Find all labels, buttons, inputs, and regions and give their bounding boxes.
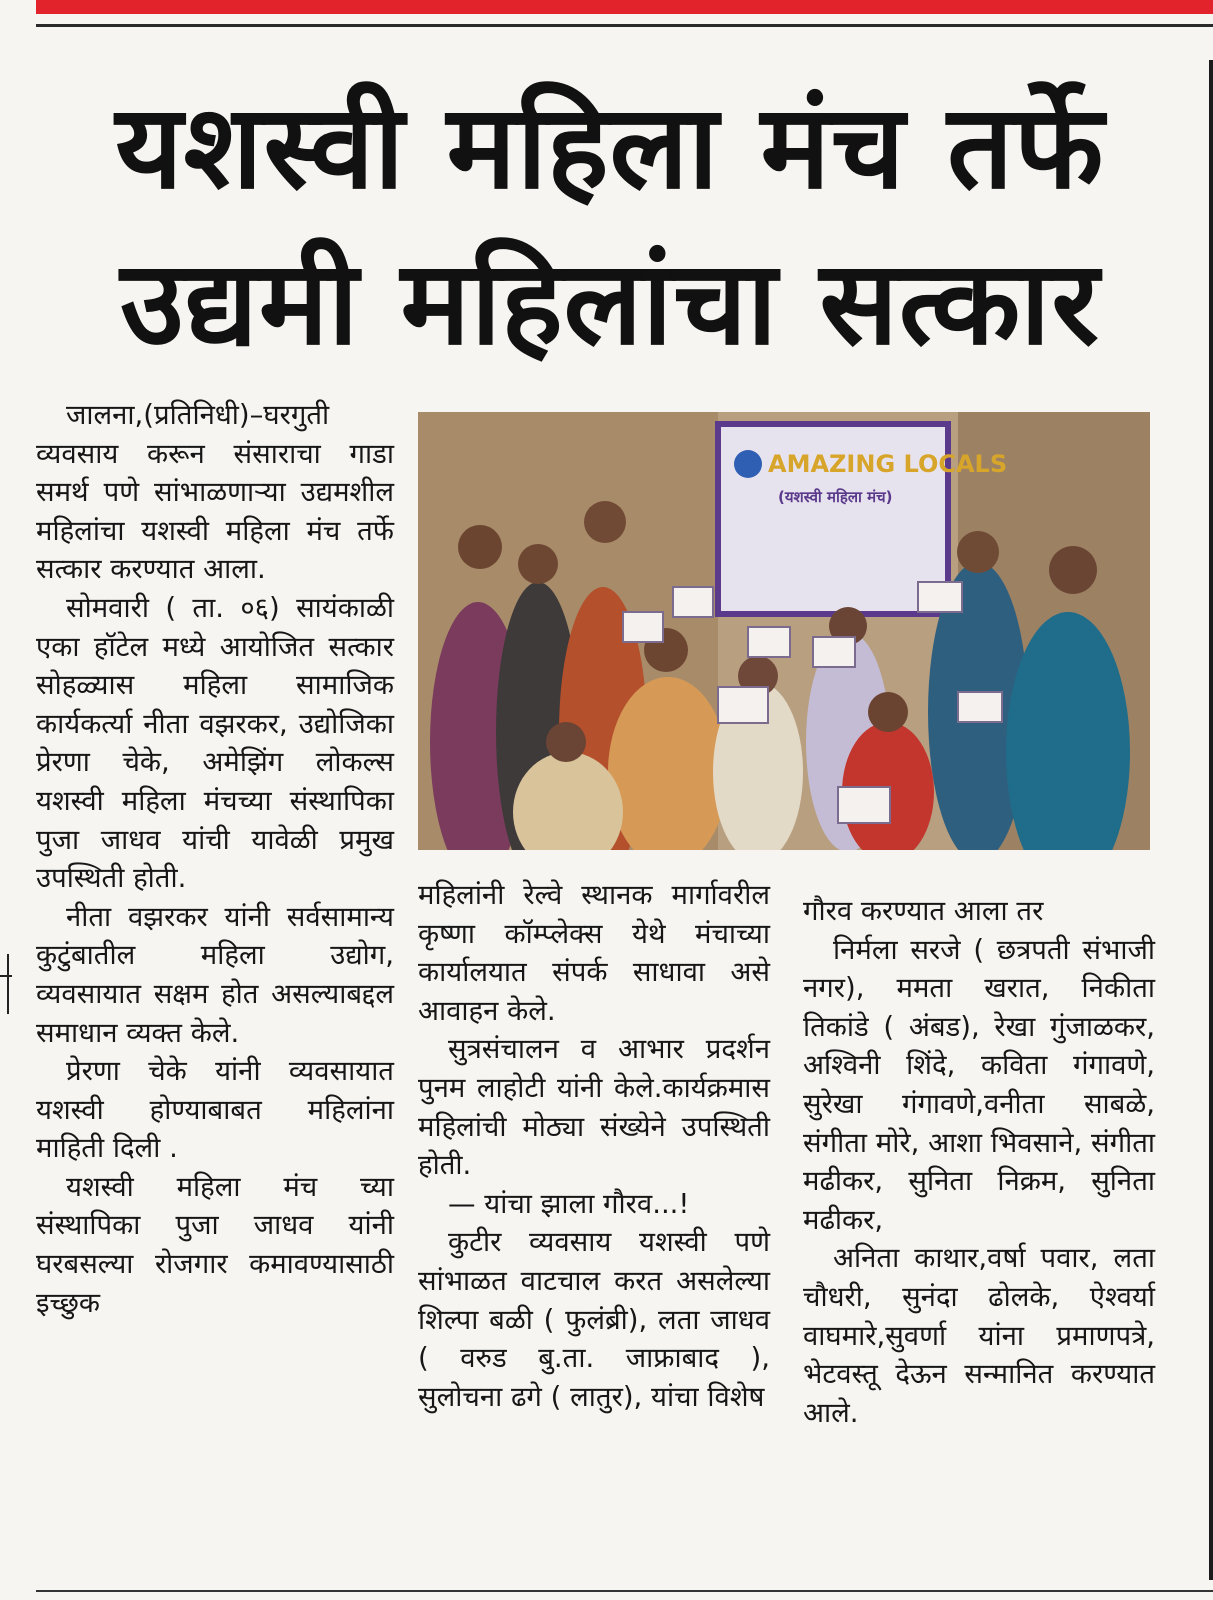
banner-title: AMAZING LOCALS (768, 450, 1008, 478)
article-paragraph: प्रेरणा चेके यांनी व्यवसायात यशस्वी होण्याबाबत महिलांना माहिती दिली . (36, 1055, 394, 1165)
article-paragraph: यशस्वी महिला मंच च्या संस्थापिका पुजा जाधव यांनी घरबसल्या रोजगार कमावण्यासाठी इच्छुक (36, 1170, 394, 1319)
article-paragraph: निर्मला सरजे ( छत्रपती संभाजी नगर), ममता खरात, निकीता तिकांडे ( अंबड), रेखा गुंजाळकर, अश्विनी शिंदे, कविता गंगावणे, सुरेखा गंगावणे,वनीता साबळे, संगीता मोरे, आशा भिवसाने, संगीता मढीकर, सुनिता निक्रम, सुनिता मढीकर, (803, 933, 1155, 1236)
article-paragraph: अनिता काथार,वर्षा पवार, लता चौधरी, सुनंदा ढोलके, ऐश्वर्या वाघमारे,सुवर्णा यांना प्रमाणपत्रे, भेटवस्तू देऊन सन्मानित करण्यात आले. (803, 1242, 1155, 1429)
crop-mark-icon (0, 954, 12, 1014)
event-photo (418, 412, 1150, 850)
headline (30, 70, 1190, 382)
article-paragraph: नीता वझरकर यांनी सर्वसामान्य कुटुंबातील महिला उद्योग, व्यवसायात सक्षम होत असल्याबद्दल समाधान व्यक्त केले. (36, 900, 394, 1049)
article-paragraph: गौरव करण्यात आला तर (803, 895, 1044, 927)
bottom-rule (36, 1590, 1213, 1592)
headline-line-2: उद्यमी महिलांचा सत्कार (120, 236, 1100, 371)
article-paragraph: जालना,(प्रतिनिधी)–घरगुती व्यवसाय करून संसाराचा गाडा समर्थ पणे सांभाळणाऱ्या उद्यमशील महिलांचा यशस्वी महिला मंच तर्फे सत्कार करण्यात आला. (36, 399, 394, 586)
article-paragraph: महिलांनी रेल्वे स्थानक मार्गावरील कृष्णा कॉम्प्लेक्स येथे मंचाच्या कार्यालयात संपर्क साधावा असे आवाहन केले. (418, 879, 770, 1027)
masthead-red-bar (36, 0, 1213, 14)
organization-logo-icon (734, 450, 762, 478)
article-paragraph: सोमवारी ( ता. ०६) सायंकाळी एका हॉटेल मध्ये आयोजित सत्कार सोहळ्यास महिला सामाजिक कार्यकर्त्या नीता वझरकर, उद्योजिका प्रेरणा चेके, अमेझिंग लोकल्स यशस्वी महिला मंचच्या संस्थापिका पुजा जाधव यांची यावेळी प्रमुख उपस्थिती होती. (36, 591, 394, 895)
top-rule (36, 24, 1213, 27)
article-column-2 (418, 876, 770, 1416)
banner-subtitle: (यशस्वी महिला मंच) (778, 488, 893, 506)
headline-line-1: यशस्वी महिला मंच तर्फे (115, 80, 1105, 215)
article-paragraph: कुटीर व्यवसाय यशस्वी पणे सांभाळत वाटचाल करत असलेल्या शिल्पा बळी ( फुलंब्री), लता जाधव ( वरुड बु.ता. जाफ्राबाद ), सुलोचना ढगे ( लातुर), यांचा विशेष (418, 1226, 770, 1413)
article-paragraph: सुत्रसंचालन व आभार प्रदर्शन पुनम लाहोटी यांनी केले.कार्यक्रमास महिलांची मोठ्या संख्येने उपस्थिती होती. (418, 1033, 770, 1182)
group-photo-illustration (418, 412, 1150, 850)
column-edge-rule (1209, 60, 1213, 1580)
subheading: — यांचा झाला गौरव...! (448, 1187, 690, 1220)
article-column-1 (36, 396, 394, 1322)
article-column-3 (803, 892, 1155, 1432)
